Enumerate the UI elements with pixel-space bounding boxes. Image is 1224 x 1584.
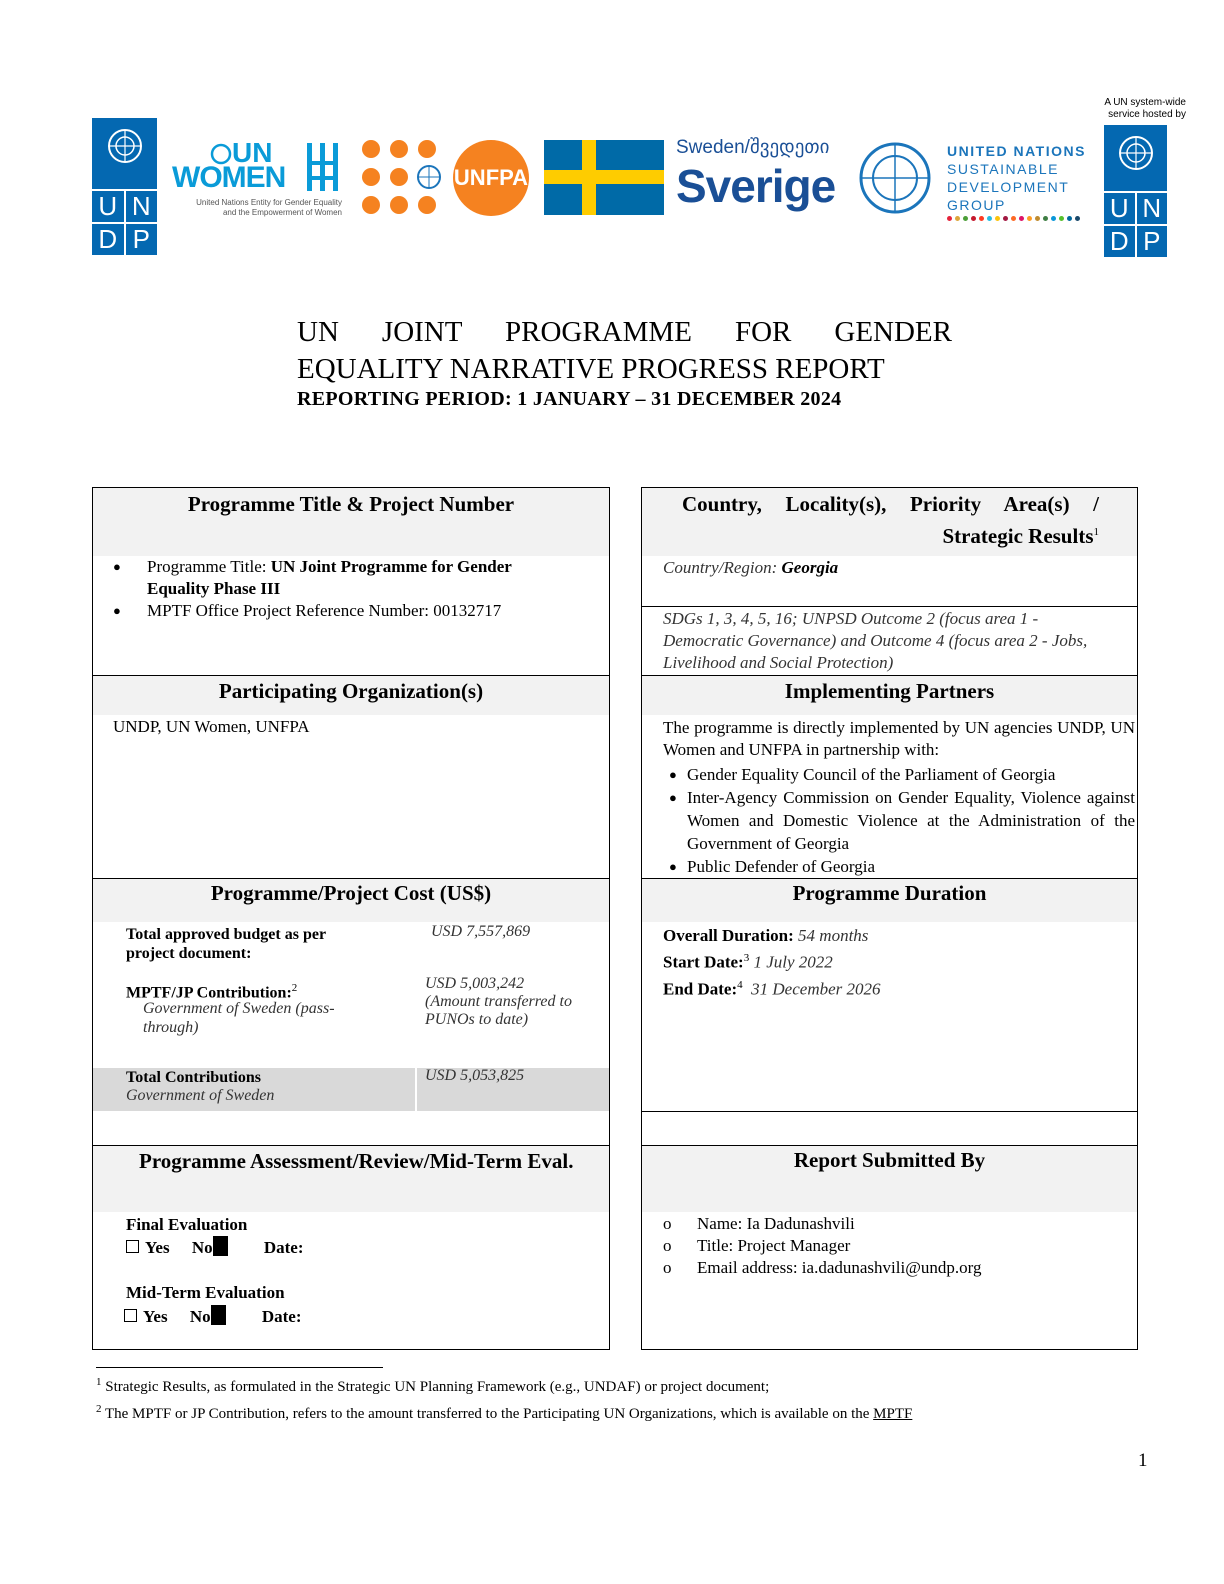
sdgs-outcomes: SDGs 1, 3, 4, 5, 16; UNPSD Outcome 2 (focus area 1 - Democratic Governance) and Outcome 4 (focus area 2 - Jobs, Livelihood and Social Protection) (663, 609, 1088, 672)
page-number: 1 (1138, 1450, 1148, 1471)
participating-value: UNDP, UN Women, UNFPA (113, 717, 310, 736)
duration-heading: Programme Duration (642, 879, 1137, 922)
title-line-1: UN JOINT PROGRAMME FOR GENDER (297, 316, 952, 348)
unsdg-logo: UNITED NATIONS SUSTAINABLE DEVELOPMENT GROUP (852, 136, 1092, 226)
midterm-eval-yes-checkbox[interactable] (124, 1309, 137, 1322)
footnote-divider (96, 1367, 383, 1368)
list-item: ● MPTF Office Project Reference Number: 00132717 (113, 600, 543, 622)
sdg-dot (971, 216, 976, 221)
list-item: ● Gender Equality Council of the Parliament of Georgia (663, 763, 1135, 786)
sdg-dot (1019, 216, 1024, 221)
partners-heading: Implementing Partners (642, 676, 1137, 715)
submitted-list (663, 1213, 1123, 1279)
unwomen-emblem-icon (210, 143, 232, 165)
report-title (297, 314, 952, 411)
un-emblem-icon (103, 124, 147, 168)
list-item: ● Public Defender of Georgia (663, 855, 1135, 878)
left-column-table (92, 487, 610, 1350)
sdg-dot (1011, 216, 1016, 221)
assessment-heading: Programme Assessment/Review/Mid-Term Eval. (93, 1146, 609, 1212)
sdg-dot (1075, 216, 1080, 221)
list-item: o Email address: ia.dadunashvili@undp.org (663, 1257, 1123, 1279)
sdg-dot (955, 216, 960, 221)
un-wreath-icon (852, 138, 938, 218)
sdg-dot (1059, 216, 1064, 221)
sdg-dot (1003, 216, 1008, 221)
unwomen-logo: UN WOMEN United Nations Entity for Gender Equality and the Empowerment of Women (172, 137, 342, 217)
submitted-heading: Report Submitted By (642, 1146, 1137, 1212)
un-globe-icon (416, 164, 442, 190)
mptf-value: USD 5,003,242 (Amount transferred to PUNOs to date) (425, 975, 572, 1028)
total-contributions-row: Total Contributions Government of Sweden USD 5,053,825 (93, 1068, 609, 1111)
un-emblem-icon (1114, 131, 1158, 175)
unfpa-logo: UNFPA (358, 138, 533, 218)
footnote-2: $^2$ The MPTF or JP Contribution, refers to the amount transferred to the Participating UN Organizations, which is available on the MPTF (96, 1403, 913, 1422)
programme-title-heading: Programme Title & Project Number (93, 488, 609, 556)
footnotes (96, 1371, 1136, 1425)
mptf-sub: Government of Sweden (pass-through) (143, 1000, 335, 1036)
undp-logo-left: U N D P (92, 118, 157, 251)
sdg-dot (995, 216, 1000, 221)
title-line-2: EQUALITY NARRATIVE PROGRESS REPORT (297, 353, 885, 385)
sdg-dot (1043, 216, 1048, 221)
partners-intro: The programme is directly implemented by UN agencies UNDP, UN Women and UNFPA in partnership with: (663, 718, 1135, 759)
final-eval-yes-checkbox[interactable] (126, 1240, 139, 1253)
mptf-link[interactable]: MPTF (873, 1406, 913, 1422)
cost-heading: Programme/Project Cost (US$) (93, 879, 609, 922)
hosted-by-note: A UN system-wide service hosted by (1104, 97, 1186, 120)
sdg-dot (987, 216, 992, 221)
sdg-dot (979, 216, 984, 221)
undp-logo-right: U N D P (1104, 125, 1167, 253)
country-region: Country/Region: Georgia (663, 558, 839, 577)
midterm-eval-options: Yes No Date: (124, 1305, 424, 1328)
sdg-dot (947, 216, 952, 221)
sverige-logo: Sweden/შვედეთი Sverige (676, 137, 836, 212)
reporting-period: REPORTING PERIOD: 1 JANUARY – 31 DECEMBER 2024 (297, 388, 842, 410)
unwomen-ladder-icon (305, 141, 341, 193)
sdg-dot (1051, 216, 1056, 221)
list-item: o Name: Ia Dadunashvili (663, 1213, 1123, 1235)
participating-heading: Participating Organization(s) (93, 676, 609, 715)
midterm-eval-label: Mid-Term Evaluation (126, 1283, 285, 1302)
final-eval-options: Yes No Date: (126, 1236, 426, 1259)
mptf-label: MPTF/JP Contribution:$^2$ (126, 982, 298, 1002)
sdg-dot (963, 216, 968, 221)
footnote-1: $^1$ Strategic Results, as formulated in the Strategic UN Planning Framework (e.g., UNDAF) or project document; (96, 1376, 770, 1395)
final-eval-no-checkbox[interactable] (213, 1236, 228, 1256)
midterm-eval-no-checkbox[interactable] (211, 1305, 226, 1325)
total-budget-label: Total approved budget as per project document: (126, 926, 326, 962)
country-heading: Country, Locality(s), Priority Area(s) / Strategic Results$^1$ (642, 488, 1137, 556)
final-eval-label: Final Evaluation (126, 1215, 248, 1234)
sdg-color-dots (947, 214, 1092, 221)
list-item: ● Inter-Agency Commission on Gender Equality, Violence against Women and Domestic Violence at the Administration of the Government of Georgia (663, 786, 1135, 855)
sdg-dot (1067, 216, 1072, 221)
programme-title-list (113, 556, 543, 622)
partners-list (663, 763, 1135, 878)
sweden-flag (544, 140, 664, 215)
duration-details: Overall Duration: 54 months Start Date:$^3$ 1 July 2022 End Date:$^4$ 31 December 2026 (663, 926, 881, 999)
list-item: ● Programme Title: UN Joint Programme for Gender Equality Phase III (113, 556, 543, 600)
list-item: o Title: Project Manager (663, 1235, 1123, 1257)
sdg-dot (1027, 216, 1032, 221)
sdg-dot (1035, 216, 1040, 221)
total-budget-value: USD 7,557,869 (431, 923, 531, 940)
right-column-table (641, 487, 1138, 1350)
